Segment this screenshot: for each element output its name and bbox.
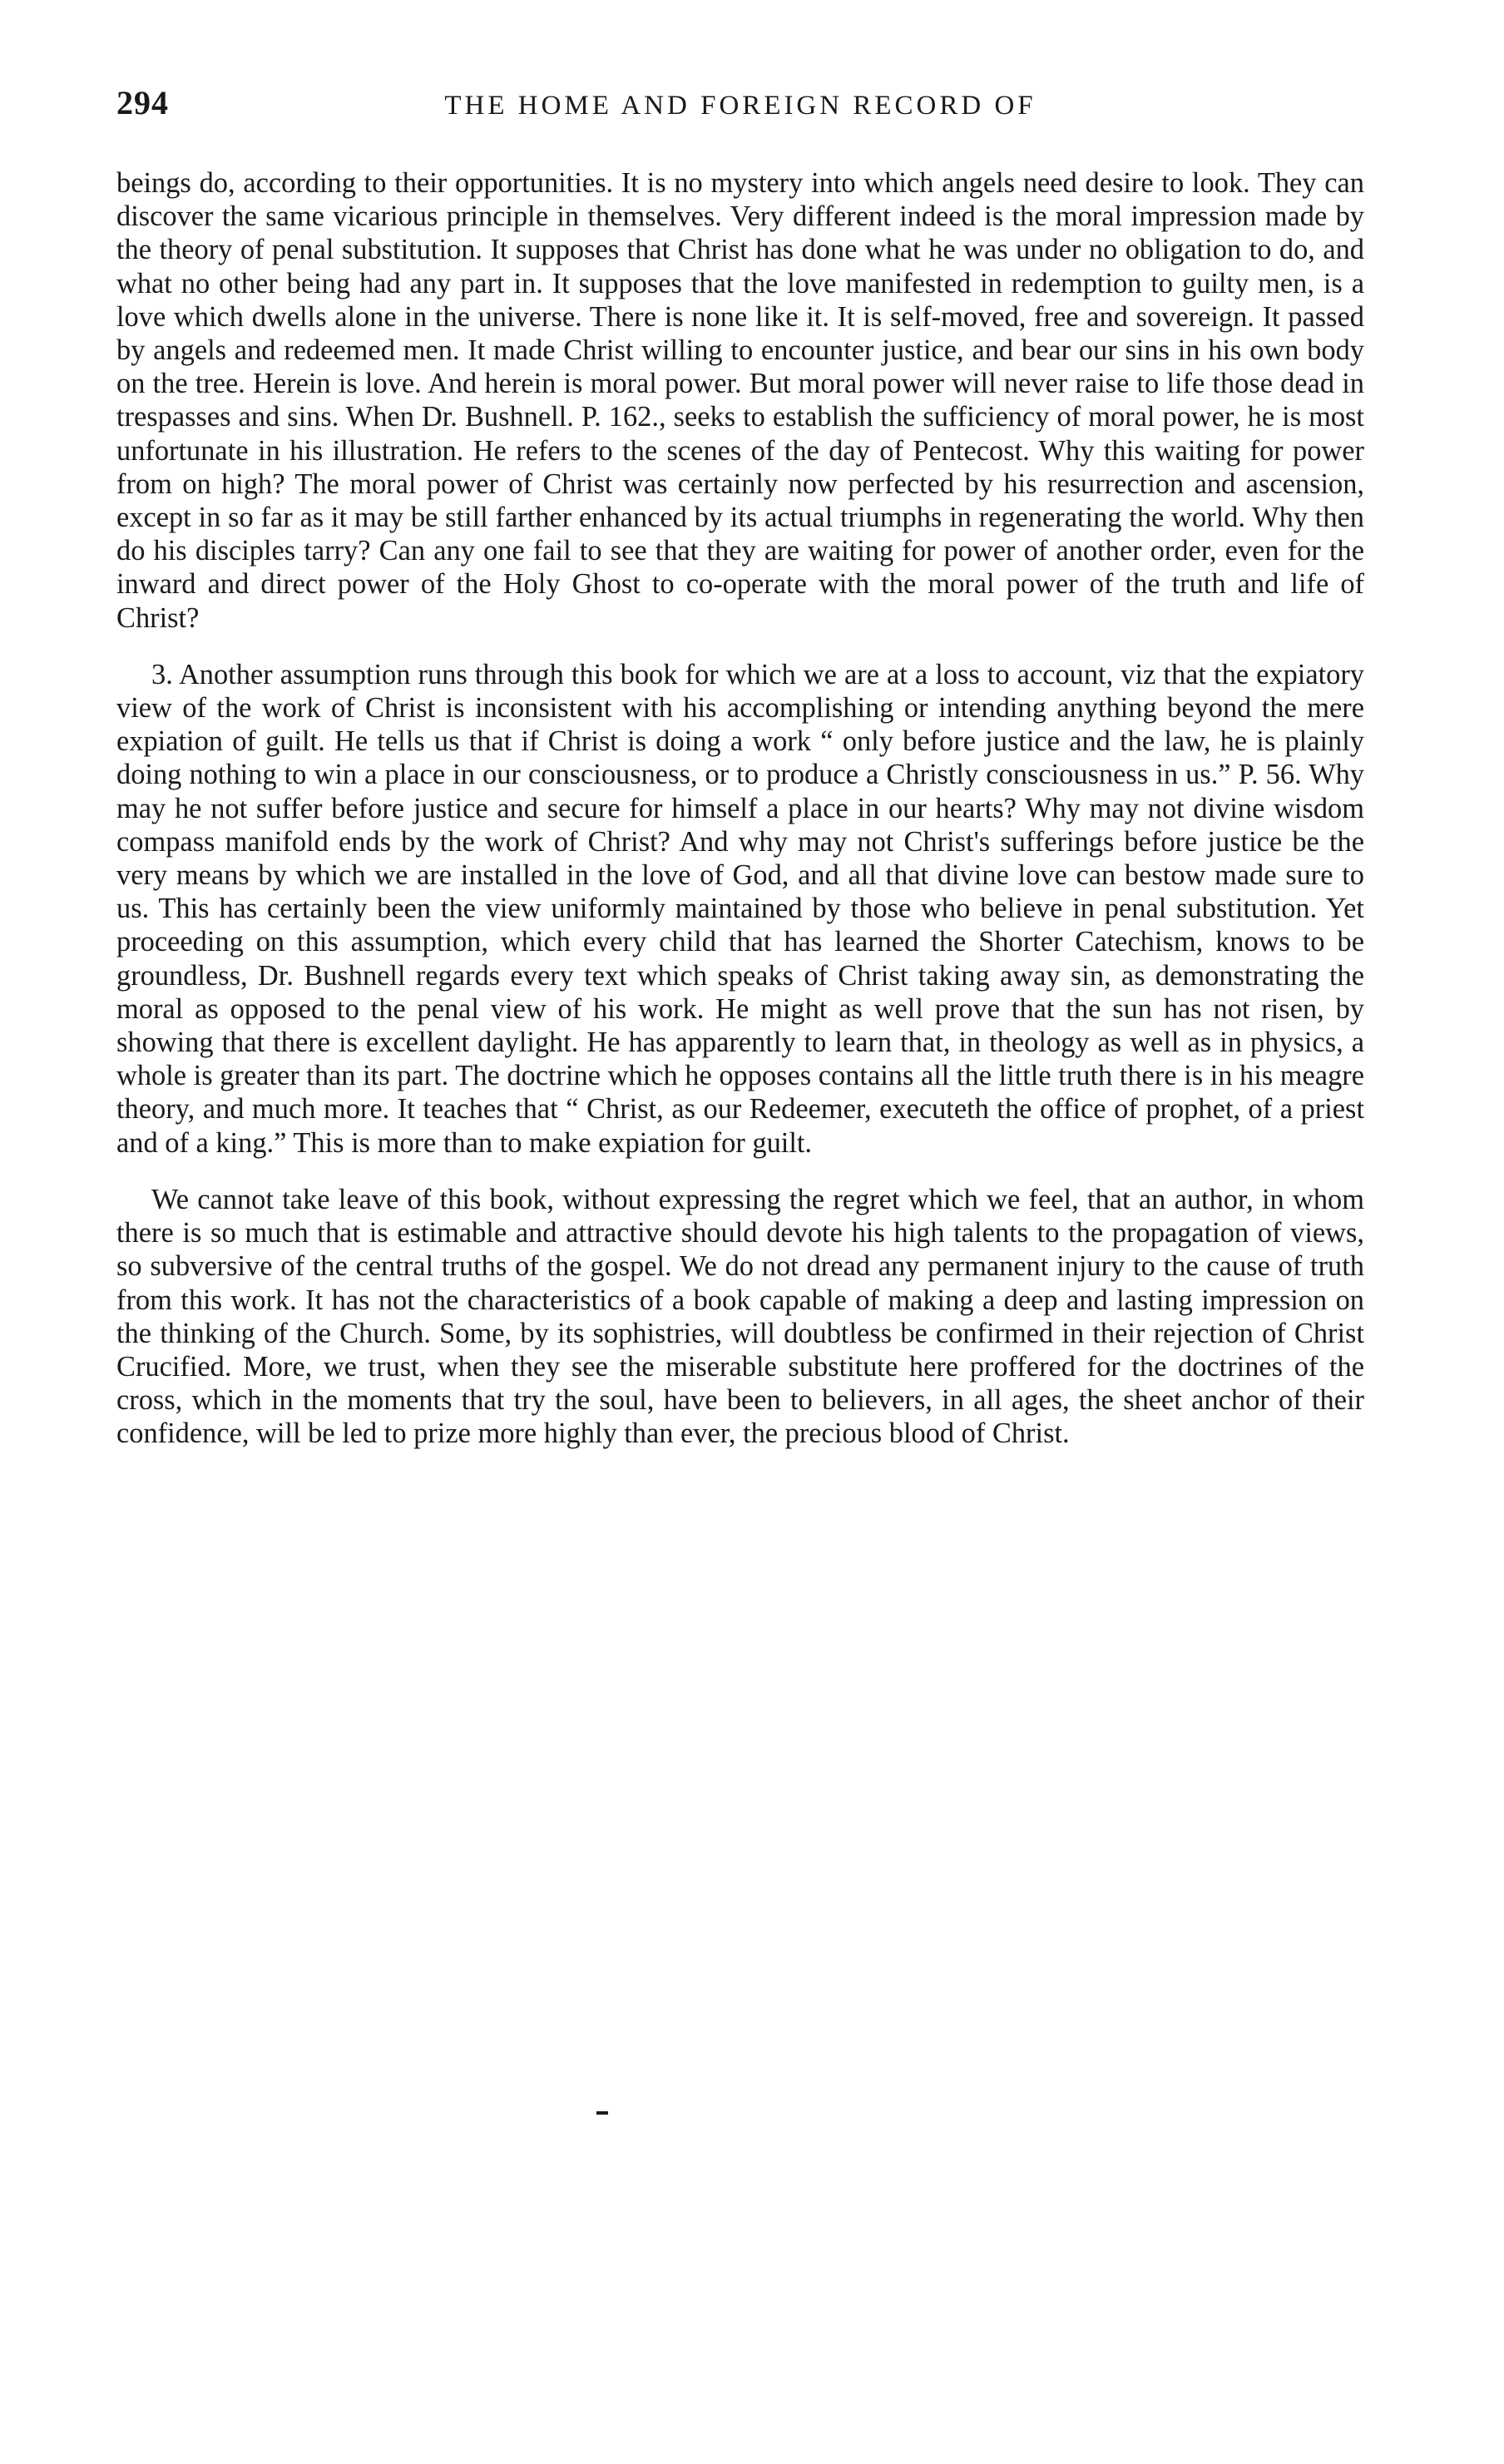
paragraph: We cannot take leave of this book, without expressing the regret which we feel, that an author, in whom there is so much that is estimable and attractive should devote his high talents to the propagation of views, so subversive of the central truths of the gospel. We do not dread any permanent injury to the cause of truth from this work. It has not the characteristics of a book capable of making a deep and lasting impression on the thinking of the Church. Some, by its sophistries, will doubtless be confirmed in their rejection of Christ Crucified. More, we trust, when they see the miserable substitute here proffered for the doctrines of the cross, which in the moments that try the soul, have been to believers, in all ages, the sheet anchor of their confidence, will be led to prize more highly than ever, the precious blood of Christ. (116, 1183, 1364, 1450)
paragraph: beings do, according to their opportunities. It is no mystery into which angels need desire to look. They can discover the same vicarious principle in themselves. Very different indeed is the moral impression made by the theory of penal substitution. It supposes that Christ has done what he was under no obligation to do, and what no other being had any part in. It supposes that the love manifested in redemption to guilty men, is a love which dwells alone in the universe. There is none like it. It is self-moved, free and sovereign. It passed by angels and redeemed men. It made Christ willing to encounter justice, and bear our sins in his own body on the tree. Herein is love. And herein is moral power. But moral power will never raise to life those dead in trespasses and sins. When Dr. Bushnell. P. 162., seeks to establish the sufficiency of moral power, he is most unfortunate in his illustration. He refers to the scenes of the day of Pentecost. Why this waiting for power from on high? The moral power of Christ was certainly now perfected by his resurrection and ascension, except in so far as it may be still farther enhanced by its actual triumphs in regenerating the world. Why then do his disciples tarry? Can any one fail to see that they are waiting for power of another order, even for the inward and direct power of the Holy Ghost to co-operate with the moral power of the truth and life of Christ? (116, 167, 1364, 634)
document-page (116, 83, 1364, 2263)
paragraph: 3. Another assumption runs through this book for which we are at a loss to account, viz that the expiatory view of the work of Christ is inconsistent with his accomplishing or intending anything beyond the mere expiation of guilt. He tells us that if Christ is doing a work “ only before justice and the law, he is plainly doing nothing to win a place in our consciousness, or to produce a Christly consciousness in us.” P. 56. Why may he not suffer before justice and secure for himself a place in our hearts? Why may not divine wisdom compass manifold ends by the work of Christ? And why may not Christ's sufferings before justice be the very means by which we are installed in the love of God, and all that divine love can bestow made sure to us. This has certainly been the view uniformly maintained by those who believe in penal substitution. Yet proceeding on this assumption, which every child that has learned the Shorter Catechism, knows to be groundless, Dr. Bushnell regards every text which speaks of Christ taking away sin, as demonstrating the moral as opposed to the penal view of his work. He might as well prove that the sun has not risen, by showing that there is excellent daylight. He has apparently to learn that, in theology as well as in physics, a whole is greater than its part. The doctrine which he opposes contains all the little truth there is in his meagre theory, and much more. It teaches that “ Christ, as our Redeemer, executeth the office of prophet, of a priest and of a king.” This is more than to make expiation for guilt. (116, 658, 1364, 1159)
end-rule (596, 2111, 608, 2115)
body-text (116, 166, 1364, 1451)
running-head: THE HOME AND FOREIGN RECORD OF (444, 91, 1036, 121)
page-header (116, 83, 1364, 141)
page-number: 294 (116, 84, 169, 121)
